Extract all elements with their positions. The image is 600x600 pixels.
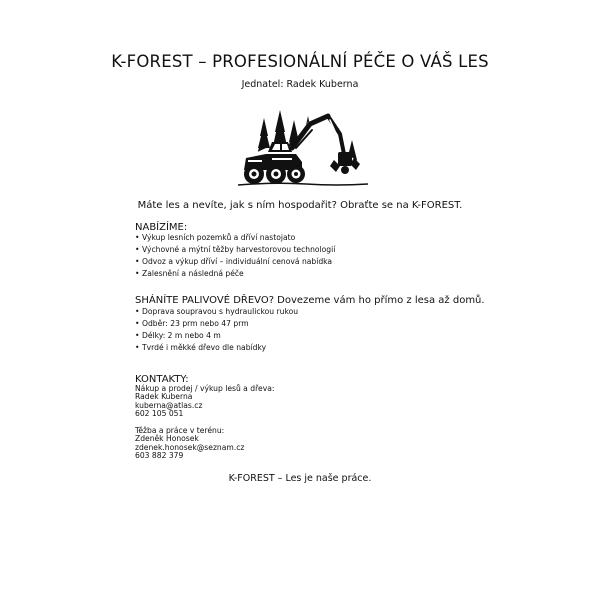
list-item: • Délky: 2 m nebo 4 m (135, 331, 221, 340)
bullet-icon: • (135, 233, 140, 242)
contact-email[interactable]: zdenek.honosek@seznam.cz (135, 442, 245, 452)
bullet-icon: • (135, 331, 140, 340)
contact-label: Těžba a práce v terénu: (135, 426, 225, 435)
contact-group-purchase (135, 385, 274, 419)
services-heading: NABÍZÍME: (135, 222, 188, 233)
list-item: • Doprava soupravou s hydraulickou rukou (135, 307, 299, 316)
contact-phone[interactable]: 602 105 051 (135, 409, 184, 419)
contacts-heading: KONTAKTY: (135, 374, 189, 385)
services-list (135, 232, 335, 280)
bullet-icon: • (135, 319, 140, 328)
list-item: • Odběr: 23 prm nebo 47 prm (135, 319, 249, 328)
list-item: • Tvrdé i měkké dřevo dle nabídky (135, 343, 267, 352)
bullet-icon: • (135, 269, 140, 278)
bullet-icon: • (135, 343, 140, 352)
intro-text: Máte les a nevíte, jak s ním hospodařit? Obraťte se na K-FOREST. (137, 200, 463, 211)
forest-harvester-icon (236, 108, 370, 190)
page-subtitle: Jednatel: Radek Kuberna (241, 79, 359, 90)
contact-email[interactable]: kuberna@atlas.cz (135, 400, 203, 410)
bullet-icon: • (135, 307, 140, 316)
list-item: • Výkup lesních pozemků a dříví nastojato (135, 233, 296, 242)
contact-group-logging (135, 427, 244, 461)
list-item: • Výchovné a mýtní těžby harvestorovou technologií (135, 245, 336, 254)
list-item: • Odvoz a výkup dříví – individuální cenová nabídka (135, 257, 333, 266)
bullet-icon: • (135, 257, 140, 266)
bullet-icon: • (135, 245, 140, 254)
page-title: K-FOREST – PROFESIONÁLNÍ PÉČE O VÁŠ LES (111, 52, 489, 71)
footer-slogan: K-FOREST – Les je naše práce. (228, 473, 372, 484)
firewood-heading: SHÁNÍTE PALIVOVÉ DŘEVO? Dovezeme vám ho přímo z lesa až domů. (135, 295, 485, 306)
list-item: • Zalesnění a následná péče (135, 269, 244, 278)
contact-name: Zdeněk Honosek (135, 434, 199, 444)
firewood-list (135, 306, 298, 354)
contact-phone[interactable]: 603 882 379 (135, 451, 184, 461)
contact-label: Nákup a prodej / výkup lesů a dřeva: (135, 384, 275, 393)
contact-name: Radek Kuberna (135, 392, 193, 402)
